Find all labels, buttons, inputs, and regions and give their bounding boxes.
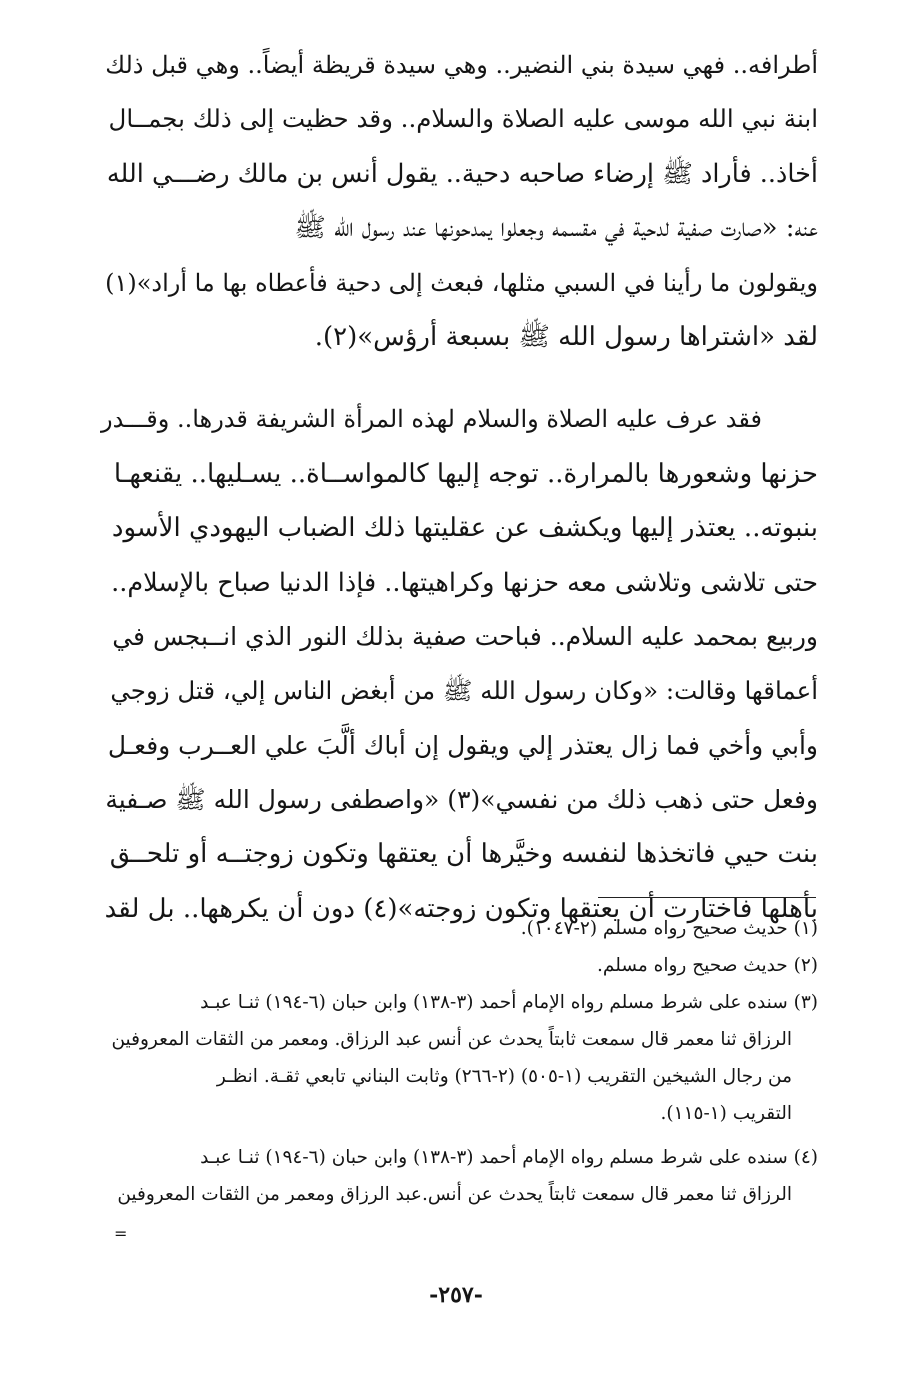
page-number: -٢٥٧- [429, 1282, 483, 1308]
footnote-line: من رجال الشيخين التقريب (١-٥٠٥) (٢-٢٦٦) وثابت البناني تابعي ثقـة. انظـر [216, 1066, 792, 1087]
footnote-line: (٤) سنده على شرط مسلم رواه الإمام أحمد (٣-١٣٨) وابن حبان (٦-١٩٤) ثنـا عبـد [200, 1147, 818, 1168]
footnote-line: (٢) حديث صحيح رواه مسلم. [597, 955, 818, 976]
body-line: ابنة نبي الله موسى عليه الصلاة والسلام.. وقد حظيت إلى ذلك بجمــال [108, 104, 818, 134]
footnote-line: الرزاق ثنا معمر قال سمعت ثابتاً يحدث عن أنس عبد الرزاق. ومعمر من الثقات المعروفين [111, 1029, 792, 1050]
footnotes [100, 910, 818, 1213]
body-line: وأبي وأخي فما زال يعتذر إلي ويقول إن أباك ألَّبَ علي العــرب وفعـل [107, 730, 818, 760]
body-line: أخاذ.. فأراد ﷺ إرضاء صاحبه دحية.. يقول أنس بن مالك رضـــي الله [106, 158, 818, 189]
body-line: بنبوته.. يعتذر إليها ويكشف عن عقليتها ذلك الضباب اليهودي الأسود [111, 513, 818, 544]
body-line: ويقولون ما رأينا في السبي مثلها، فبعث إلى دحية فأعطاه بها ما أراد»(١) [105, 268, 818, 297]
footnote-line: (١) حديث صحيح رواه مسلم (٢-١٠٤٧). [520, 918, 818, 939]
body-line: أطرافه.. فهي سيدة بني النضير.. وهي سيدة قريظة أيضاً.. وهي قبل ذلك [105, 51, 818, 79]
footnote-separator [598, 897, 816, 898]
body-line: وفعل حتى ذهب ذلك من نفسي»(٣) «واصطفى رسول الله ﷺ صـفية [105, 785, 818, 815]
footnote-line: (٣) سنده على شرط مسلم رواه الإمام أحمد (٣-١٣٨) وابن حبان (٦-١٩٤) ثنـا عبـد [200, 992, 818, 1013]
footnote-line: الرزاق ثنا معمر قال سمعت ثابتاً يحدث عن أنس.عبد الرزاق ومعمر من الثقات المعروفين [117, 1184, 792, 1205]
body-line: فقد عرف عليه الصلاة والسلام لهذه المرأة الشريفة قدرها.. وقـــدر [101, 405, 762, 434]
body-line: عنه: «صارت صفية لدحية في مقسمه وجعلوا يمدحونها عند رسول الله ﷺ [294, 213, 818, 244]
body-line: وربيع بمحمد عليه السلام.. فباحت صفية بذلك النور الذي انــبجس في [112, 621, 818, 651]
body-line: بأهلها فاختارت أن يعتقها وتكون زوجته»(٤) دون أن يكرهها.. بل لقد [104, 893, 818, 924]
body-line: لقد «اشتراها رسول الله ﷺ بسبعة أرؤس»(٢). [314, 321, 818, 352]
continuation-mark: = [114, 1224, 128, 1243]
body-line: بنت حيي فاتخذها لنفسه وخيَّرها أن يعتقها وتكون زوجتــه أو تلحــق [109, 839, 818, 870]
footnote-line: التقريب (١-١١٥). [660, 1103, 792, 1124]
body-line: حتى تلاشى وتلاشى معه حزنها وكراهيتها.. فإذا الدنيا صباح بالإسلام.. [111, 567, 818, 598]
body-text [100, 38, 818, 936]
paragraph-gap [100, 364, 818, 392]
body-line: أعماقها وقالت: «وكان رسول الله ﷺ من أبغض الناس إلي، قتل زوجي [110, 676, 818, 706]
body-line: حزنها وشعورها بالمرارة.. توجه إليها كالمواســاة.. يسـليها.. يقنعهـا [113, 458, 818, 489]
